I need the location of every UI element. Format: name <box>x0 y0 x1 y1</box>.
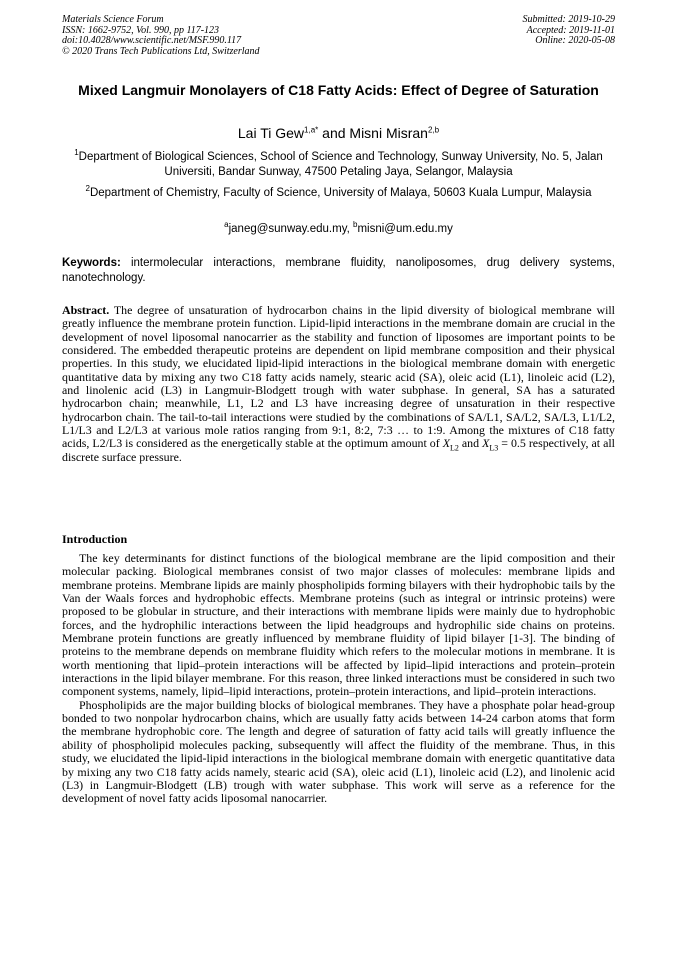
email-2: misni@um.edu.my <box>357 223 453 235</box>
affiliation-2-text: Department of Chemistry, Faculty of Science, University of Malaya, 50603 Kuala Lumpur, Malaysia <box>89 187 592 199</box>
email-2-sup: b <box>353 220 358 230</box>
submitted-date: Submitted: 2019-10-29 <box>522 14 615 25</box>
affiliation-2 <box>62 186 615 201</box>
abstract-label: Abstract. <box>62 303 110 317</box>
online-date: Online: 2020-05-08 <box>535 35 615 46</box>
abstract-x-l2: L2 <box>449 443 459 453</box>
paper-title: Mixed Langmuir Monolayers of C18 Fatty Acids: Effect of Degree of Saturation <box>78 82 599 98</box>
abstract-and: and <box>458 436 483 451</box>
affiliation-2-sup: 2 <box>85 184 90 194</box>
copyright-line: © 2020 Trans Tech Publications Ltd, Switzerland <box>62 45 260 57</box>
keywords-label: Keywords: <box>62 257 121 269</box>
email-1-sup: a <box>224 220 229 230</box>
publication-info <box>62 15 260 57</box>
abstract-section <box>62 304 615 464</box>
author-list <box>62 125 615 142</box>
author-emails <box>62 222 615 236</box>
abstract-text: The degree of unsaturation of hydrocarbon chains in the lipid diversity of biological membrane will greatly influence the membrane protein function. Lipid-lipid interactions in the membrane domain are crucial in the development of novel liposomal nanocarrier as the stability and function of liposomes are important points to be considered. The embedded therapeutic proteins are dependent on lipid membrane composition and their physical properties. In this study, we elucidated lipid-lipid interactions in the biological membrane domain with energetic quantitative data by mixing any two C18 fatty acids namely, stearic acid (SA), oleic acid (L1), linoleic acid (L2), and linolenic acid (L3) in Langmuir-Blodgett trough with water subphase. In general, SA has a saturated hydrocarbon chain; meanwhile, L1, L2 and L3 have increasing degree of unsaturation in their respective hydrocarbon chain. The tail-to-tail interactions were studied by the combinations of SA/L1, SA/L2, SA/L3, L1/L2, L1/L3 and L2/L3 at various mole ratios ranging from 9:1, 8:2, 7:3 … to 1:9. Among the mixtures of C18 fatty acids, L2/L3 is considered as the energetically stable at the optimum amount of <box>62 303 615 451</box>
doi-line: doi:10.4028/www.scientific.net/MSF.990.117 <box>62 35 242 46</box>
journal-name: Materials Science Forum <box>62 14 164 25</box>
author-2: Misni Misran <box>349 125 428 141</box>
affiliation-1-sup: 1 <box>74 148 79 158</box>
abstract-x-l3: L3 <box>489 443 499 453</box>
author-1: Lai Ti Gew <box>237 125 305 141</box>
abstract-end: = 0.5 respectively, at all discrete surface pressure. <box>62 436 615 464</box>
affiliation-1 <box>62 150 615 180</box>
accepted-date: Accepted: 2019-11-01 <box>526 24 615 36</box>
introduction-paragraph-2: Phospholipids are the major building blocks of biological membranes. They have a phosphate polar head-group bonded to two nonpolar hydrocarbon chains, which are usually fatty acids between 14-24 carbon atoms that form the membrane hydrophobic core. The length and degree of saturation of fatty acid tails will greatly influence the ability of phospholipid molecules packing, subsequently will affect the fluidity of the membrane. Thus, in this study, we elucidated the lipid-lipid interactions in the biological membrane domain with energetic quantitative data by mixing any two C18 fatty acids namely, stearic acid (SA), oleic acid (L1), linoleic acid (L2), and linolenic acid (L3) in Langmuir-Blodgett (LB) trough with water subphase. This work will serve as a reference for the development of novel fatty acids liposomal nanocarrier. <box>62 697 615 806</box>
issn-line: ISSN: 1662-9752, Vol. 990, pp 117-123 <box>62 24 220 36</box>
author-2-sup: 2,b <box>427 125 440 135</box>
keywords-text: intermolecular interactions, membrane fluidity, nanoliposomes, drug delivery systems, nanotechnology. <box>62 257 615 284</box>
affiliation-1-text: Department of Biological Sciences, School of Science and Technology, Sunway University, No. 5, Jalan Universiti, Bandar Sunway, 47500 Petaling Jaya, Selangor, Malaysia <box>78 151 603 178</box>
introduction-heading: Introduction <box>62 532 128 546</box>
email-1: janeg@sunway.edu.my, <box>228 223 353 235</box>
submission-dates <box>523 15 616 47</box>
introduction-paragraph-1: The key determinants for distinct functions of the biological membrane are the lipid composition and their molecular packing. Biological membranes consist of two major classes of molecules: membrane lipids and membrane proteins. Membrane lipids are mainly phospholipids forming bilayers with their hydrophobic tails by the Van der Waals forces and hydrophobic effects. Membrane proteins (such as integral or intrinsic proteins) were proposed to be globular in structure, and their interactions with membrane lipids were mainly due to hydrophobic forces, and the hydrophilic interactions between the lipid headgroups and hydrophilic side chains on proteins. Membrane protein functions are greatly influenced by membrane fluidity of lipid bilayer [1-3]. The binding of proteins to the membrane depends on membrane fluidity which refers to the molecular motions in membrane. It is worth mentioning that lipid–protein interactions will be affected by lipid–lipid interactions and protein–protein interactions in the lipid bilayer membrane. For this reason, three linked interactions must be considered in such two component systems, namely, lipid–lipid interactions, protein–protein interactions, and lipid–protein interactions. <box>62 551 615 699</box>
author-conjunction: and <box>318 125 350 141</box>
abstract-x-var-1: X <box>442 436 450 451</box>
introduction-body <box>62 552 615 806</box>
abstract-x-var-2: X <box>482 436 490 451</box>
author-1-sup: 1,a* <box>304 125 319 135</box>
keywords-section <box>62 256 615 286</box>
